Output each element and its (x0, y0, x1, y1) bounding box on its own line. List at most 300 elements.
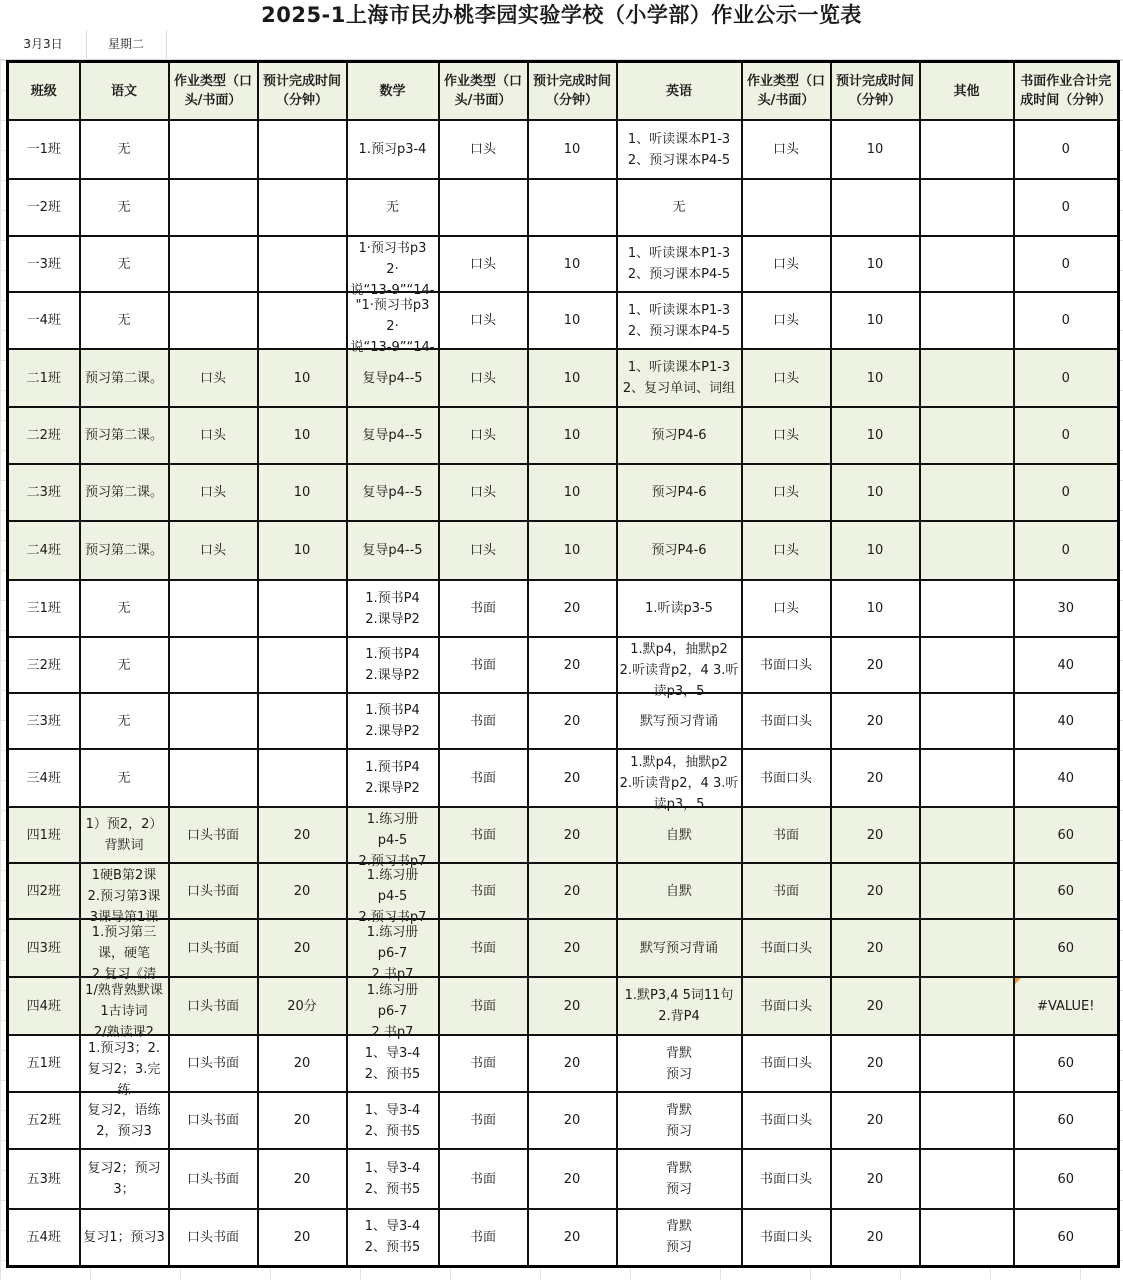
cell-written-total[interactable] (1014, 637, 1119, 693)
cell-chinese[interactable] (80, 120, 169, 179)
cell-chinese[interactable] (80, 637, 169, 693)
cell-english[interactable] (617, 407, 742, 464)
cell-english-time[interactable] (831, 179, 920, 236)
cell-math-time[interactable] (528, 863, 617, 919)
cell-text: 无 (385, 200, 399, 215)
cell-english-time[interactable] (831, 1035, 920, 1092)
cell-chinese[interactable] (80, 1209, 169, 1266)
cell-english-time[interactable] (831, 1092, 920, 1149)
cell-english-type[interactable] (742, 179, 831, 236)
cell-other[interactable] (920, 349, 1014, 407)
cell-divider (166, 30, 167, 59)
cell-chinese-time[interactable] (258, 120, 347, 179)
cell-english-type[interactable] (742, 863, 831, 919)
cell-english[interactable] (617, 236, 742, 292)
cell-other[interactable] (920, 749, 1014, 807)
cell-class[interactable] (8, 807, 80, 863)
cell-math-time[interactable] (528, 977, 617, 1035)
cell-math-type[interactable] (439, 349, 528, 407)
cell-other[interactable] (920, 637, 1014, 693)
cell-class[interactable] (8, 1149, 80, 1209)
cell-english-type[interactable] (742, 1092, 831, 1149)
cell-english[interactable] (617, 464, 742, 521)
cell-written-total[interactable] (1014, 863, 1119, 919)
cell-other[interactable] (920, 407, 1014, 464)
cell-math-type[interactable] (439, 120, 528, 179)
cell-english-type[interactable] (742, 1209, 831, 1266)
date-cell[interactable]: 3月3日 (23, 37, 63, 51)
cell-chinese-time[interactable] (258, 292, 347, 349)
cell-class[interactable] (8, 637, 80, 693)
cell-math[interactable] (347, 1092, 439, 1149)
cell-written-total[interactable] (1014, 349, 1119, 407)
header-english[interactable]: 英语 (617, 62, 742, 121)
cell-english[interactable] (617, 1035, 742, 1092)
cell-chinese-type[interactable] (169, 580, 258, 637)
cell-other[interactable] (920, 977, 1014, 1035)
cell-chinese[interactable] (80, 1149, 169, 1209)
cell-math-type[interactable] (439, 863, 528, 919)
cell-chinese[interactable] (80, 807, 169, 863)
cell-english-time[interactable] (831, 637, 920, 693)
cell-text: 书面口头 (759, 1056, 812, 1071)
cell-math-time[interactable] (528, 580, 617, 637)
cell-chinese-type[interactable] (169, 1209, 258, 1266)
cell-english[interactable] (617, 919, 742, 977)
cell-text: 口头 (772, 370, 799, 386)
cell-math-type[interactable] (439, 1149, 528, 1209)
cell-other[interactable] (920, 1149, 1014, 1209)
cell-chinese[interactable] (80, 179, 169, 236)
cell-text: 20 (563, 883, 581, 899)
cell-math-time[interactable] (528, 464, 617, 521)
cell-english-type[interactable] (742, 292, 831, 349)
cell-text: 背默 预习 (665, 1219, 692, 1256)
cell-math[interactable] (347, 349, 439, 407)
cell-text: 20 (563, 713, 581, 729)
cell-text: 预习P4-6 (651, 543, 707, 558)
cell-english-time[interactable] (831, 521, 920, 580)
cell-math-time[interactable] (528, 1092, 617, 1149)
cell-math-time[interactable] (528, 407, 617, 464)
cell-text: 默写预习背诵 (639, 940, 718, 956)
cell-chinese-type[interactable] (169, 464, 258, 521)
cell-english-type[interactable] (742, 349, 831, 407)
cell-math-type[interactable] (439, 236, 528, 292)
cell-text: 三1班 (26, 601, 61, 616)
header-class[interactable]: 班级 (8, 62, 80, 121)
cell-written-total[interactable] (1014, 407, 1119, 464)
cell-math-type[interactable] (439, 807, 528, 863)
cell-math-type[interactable] (439, 521, 528, 580)
cell-text: 1.预习p3-4 (358, 142, 427, 157)
cell-chinese-time[interactable] (258, 1209, 347, 1266)
cell-english-time[interactable] (831, 807, 920, 863)
cell-chinese[interactable] (80, 863, 169, 925)
cell-english-type[interactable] (742, 807, 831, 863)
cell-chinese-type[interactable] (169, 977, 258, 1035)
table-row (8, 179, 1119, 236)
cell-other[interactable] (920, 1035, 1014, 1092)
cell-written-total[interactable] (1014, 693, 1119, 749)
cell-text: 书面口头 (759, 1171, 812, 1187)
cell-english[interactable] (617, 807, 742, 863)
cell-class[interactable] (8, 349, 80, 407)
cell-text: 0 (1061, 543, 1070, 558)
cell-english-type[interactable] (742, 464, 831, 521)
cell-english-type[interactable] (742, 693, 831, 749)
cell-english[interactable] (617, 179, 742, 236)
table-row (8, 863, 1119, 919)
cell-class[interactable] (8, 464, 80, 521)
cell-chinese-type[interactable] (169, 1149, 258, 1209)
cell-english-time[interactable] (831, 580, 920, 637)
cell-class[interactable] (8, 236, 80, 292)
cell-english[interactable] (617, 977, 742, 1035)
cell-chinese[interactable] (80, 580, 169, 637)
cell-text: 自默 (665, 827, 692, 843)
cell-text: 书面 (469, 827, 496, 843)
cell-english-time[interactable] (831, 464, 920, 521)
cell-english[interactable] (617, 292, 742, 349)
cell-written-total[interactable] (1014, 236, 1119, 292)
cell-english[interactable] (617, 120, 742, 179)
cell-math-type[interactable] (439, 292, 528, 349)
cell-math-time[interactable] (528, 179, 617, 236)
cell-text: 预习第二课。 (84, 370, 163, 386)
cell-english[interactable] (617, 637, 742, 699)
cell-chinese[interactable] (80, 749, 169, 807)
cell-written-total[interactable] (1014, 977, 1119, 1035)
cell-chinese[interactable] (80, 292, 169, 349)
cell-chinese[interactable] (80, 977, 169, 1040)
cell-text: 1.预书P4 2.课导P2 (365, 703, 420, 739)
weekday-cell[interactable]: 星期二 (107, 37, 144, 51)
cell-class[interactable] (8, 1209, 80, 1266)
header-row (8, 62, 1119, 121)
cell-text: 1.默P3,4 5词11句 2.背P4 (624, 988, 734, 1024)
cell-class[interactable] (8, 693, 80, 749)
cell-chinese-type[interactable] (169, 179, 258, 236)
cell-chinese[interactable] (80, 349, 169, 407)
cell-text: 五4班 (26, 1229, 61, 1245)
cell-chinese-time[interactable] (258, 580, 347, 637)
cell-class[interactable] (8, 521, 80, 580)
cell-math-time[interactable] (528, 693, 617, 749)
cell-chinese-time[interactable] (258, 349, 347, 407)
cell-text: 10 (866, 256, 884, 272)
cell-other[interactable] (920, 236, 1014, 292)
cell-math-type[interactable] (439, 919, 528, 977)
cell-chinese-time[interactable] (258, 521, 347, 580)
cell-other[interactable] (920, 1209, 1014, 1266)
cell-other[interactable] (920, 580, 1014, 637)
cell-math-type[interactable] (439, 693, 528, 749)
cell-math[interactable] (347, 637, 439, 693)
cell-other[interactable] (920, 179, 1014, 236)
cell-english[interactable] (617, 749, 742, 812)
cell-chinese-type[interactable] (169, 637, 258, 693)
cell-english[interactable] (617, 1209, 742, 1266)
cell-chinese-time[interactable] (258, 977, 347, 1035)
cell-text: 预习第二课。 (84, 428, 163, 443)
cell-other[interactable] (920, 807, 1014, 863)
cell-math-time[interactable] (528, 1035, 617, 1092)
cell-english[interactable] (617, 1149, 742, 1209)
cell-written-total[interactable] (1014, 1149, 1119, 1209)
cell-math-time[interactable] (528, 1149, 617, 1209)
cell-class[interactable] (8, 292, 80, 349)
cell-chinese[interactable] (80, 919, 169, 982)
cell-chinese-time[interactable] (258, 749, 347, 807)
cell-english[interactable] (617, 521, 742, 580)
cell-math[interactable] (347, 120, 439, 179)
table-row (8, 1092, 1119, 1149)
cell-chinese-type[interactable] (169, 863, 258, 919)
cell-chinese-time[interactable] (258, 637, 347, 693)
cell-math-time[interactable] (528, 637, 617, 693)
cell-chinese[interactable] (80, 1092, 169, 1149)
cell-text: 书面 (469, 713, 496, 729)
cell-math-type[interactable] (439, 1035, 528, 1092)
cell-written-total[interactable] (1014, 1209, 1119, 1266)
cell-chinese-type[interactable] (169, 919, 258, 977)
cell-english[interactable] (617, 863, 742, 919)
cell-text: 口头 (772, 256, 799, 272)
cell-math-type[interactable] (439, 1209, 528, 1266)
cell-text: 书面口头 (759, 1113, 812, 1128)
cell-written-total[interactable] (1014, 521, 1119, 580)
cell-english-time[interactable] (831, 919, 920, 977)
cell-text: 无 (117, 713, 131, 729)
cell-text: 40 (1057, 657, 1075, 673)
cell-other[interactable] (920, 464, 1014, 521)
cell-math[interactable] (347, 1209, 439, 1266)
cell-english-type[interactable] (742, 1035, 831, 1092)
cell-chinese-type[interactable] (169, 749, 258, 807)
cell-other[interactable] (920, 120, 1014, 179)
cell-chinese-type[interactable] (169, 693, 258, 749)
cell-chinese[interactable] (80, 693, 169, 749)
cell-math-time[interactable] (528, 749, 617, 807)
cell-english-time[interactable] (831, 1149, 920, 1209)
cell-english-time[interactable] (831, 349, 920, 407)
cell-math-type[interactable] (439, 637, 528, 693)
cell-text: 无 (117, 601, 131, 616)
cell-other[interactable] (920, 292, 1014, 349)
cell-written-total[interactable] (1014, 580, 1119, 637)
cell-english-time[interactable] (831, 863, 920, 919)
cell-math-time[interactable] (528, 349, 617, 407)
cell-chinese-time[interactable] (258, 1149, 347, 1209)
cell-chinese-type[interactable] (169, 349, 258, 407)
cell-math[interactable] (347, 292, 439, 355)
cell-class[interactable] (8, 179, 80, 236)
cell-text: 口头 (469, 370, 496, 386)
cell-math-time[interactable] (528, 292, 617, 349)
header-math-time[interactable]: 预计完成时间（分钟） (528, 62, 617, 121)
header-math[interactable]: 数学 (347, 62, 439, 121)
cell-class[interactable] (8, 863, 80, 919)
cell-text: 书面 (469, 770, 496, 786)
cell-chinese-time[interactable] (258, 863, 347, 919)
header-other[interactable]: 其他 (920, 62, 1014, 121)
cell-math-type[interactable] (439, 1092, 528, 1149)
cell-english-time[interactable] (831, 977, 920, 1035)
cell-chinese-type[interactable] (169, 236, 258, 292)
cell-math-type[interactable] (439, 464, 528, 521)
cell-math-type[interactable] (439, 749, 528, 807)
cell-english-time[interactable] (831, 120, 920, 179)
cell-chinese-type[interactable] (169, 407, 258, 464)
cell-chinese-time[interactable] (258, 1092, 347, 1149)
cell-english-type[interactable] (742, 236, 831, 292)
cell-text: 预习P4-6 (651, 428, 707, 443)
cell-class[interactable] (8, 1092, 80, 1149)
header-math-type[interactable]: 作业类型（口头/书面） (439, 62, 528, 121)
cell-text: 口头 (469, 485, 496, 500)
cell-text: 60 (1057, 827, 1075, 843)
cell-chinese[interactable] (80, 236, 169, 292)
header-chinese-time[interactable]: 预计完成时间（分钟） (258, 62, 347, 121)
cell-text: 60 (1057, 1229, 1075, 1245)
cell-math-time[interactable] (528, 807, 617, 863)
cell-math-time[interactable] (528, 120, 617, 179)
cell-english[interactable] (617, 580, 742, 637)
cell-english-time[interactable] (831, 749, 920, 807)
header-english-time[interactable]: 预计完成时间（分钟） (831, 62, 920, 121)
cell-text: 10 (563, 485, 581, 500)
cell-text: 10 (866, 428, 884, 443)
cell-chinese-time[interactable] (258, 407, 347, 464)
cell-chinese[interactable] (80, 407, 169, 464)
cell-english-type[interactable] (742, 407, 831, 464)
cell-math-type[interactable] (439, 977, 528, 1035)
cell-other[interactable] (920, 1092, 1014, 1149)
cell-other[interactable] (920, 693, 1014, 749)
cell-text: 口头 (772, 142, 799, 157)
cell-chinese[interactable] (80, 1035, 169, 1098)
cell-written-total[interactable] (1014, 1092, 1119, 1149)
cell-written-total[interactable] (1014, 464, 1119, 521)
cell-math[interactable] (347, 749, 439, 807)
cell-math-time[interactable] (528, 521, 617, 580)
cell-chinese-type[interactable] (169, 807, 258, 863)
cell-class[interactable] (8, 407, 80, 464)
cell-english-type[interactable] (742, 1149, 831, 1209)
cell-chinese-time[interactable] (258, 236, 347, 292)
cell-english-type[interactable] (742, 120, 831, 179)
header-chinese[interactable]: 语文 (80, 62, 169, 121)
cell-text: 口头 (469, 543, 496, 558)
cell-text: 20 (866, 1171, 884, 1187)
cell-written-total[interactable] (1014, 919, 1119, 977)
cell-chinese-type[interactable] (169, 120, 258, 179)
cell-class[interactable] (8, 919, 80, 977)
cell-math-time[interactable] (528, 236, 617, 292)
cell-written-total[interactable] (1014, 749, 1119, 807)
cell-english-time[interactable] (831, 693, 920, 749)
cell-math[interactable] (347, 977, 439, 1040)
cell-written-total[interactable] (1014, 1035, 1119, 1092)
cell-math[interactable] (347, 1035, 439, 1092)
cell-english-time[interactable] (831, 292, 920, 349)
cell-text: 10 (563, 313, 581, 328)
cell-english-time[interactable] (831, 1209, 920, 1266)
cell-english-type[interactable] (742, 580, 831, 637)
header-chinese-type[interactable]: 作业类型（口头/书面） (169, 62, 258, 121)
cell-math[interactable] (347, 807, 439, 869)
cell-written-total[interactable] (1014, 807, 1119, 863)
cell-english-time[interactable] (831, 407, 920, 464)
cell-english-type[interactable] (742, 919, 831, 977)
cell-written-total[interactable] (1014, 292, 1119, 349)
cell-chinese[interactable] (80, 521, 169, 580)
cell-other[interactable] (920, 919, 1014, 977)
cell-chinese-time[interactable] (258, 807, 347, 863)
cell-chinese-time[interactable] (258, 1035, 347, 1092)
cell-math[interactable] (347, 179, 439, 236)
cell-math[interactable] (347, 1149, 439, 1209)
cell-text: 20 (866, 713, 884, 729)
cell-class[interactable] (8, 120, 80, 179)
cell-math-time[interactable] (528, 1209, 617, 1266)
cell-math-type[interactable] (439, 580, 528, 637)
cell-other[interactable] (920, 863, 1014, 919)
cell-english-type[interactable] (742, 749, 831, 807)
cell-math[interactable] (347, 521, 439, 580)
cell-text: 1.练习册 p4-5 2.预习书p7 (358, 868, 427, 925)
header-written-total[interactable]: 书面作业合计完成时间（分钟） (1014, 62, 1119, 121)
cell-chinese-type[interactable] (169, 1092, 258, 1149)
cell-math-type[interactable] (439, 179, 528, 236)
cell-class[interactable] (8, 977, 80, 1035)
cell-written-total[interactable] (1014, 179, 1119, 236)
cell-math-time[interactable] (528, 919, 617, 977)
cell-written-total[interactable] (1014, 120, 1119, 179)
cell-math-type[interactable] (439, 407, 528, 464)
cell-chinese[interactable] (80, 464, 169, 521)
cell-english-time[interactable] (831, 236, 920, 292)
cell-chinese-time[interactable] (258, 179, 347, 236)
cell-english-type[interactable] (742, 977, 831, 1035)
cell-math[interactable] (347, 236, 439, 298)
cell-math[interactable] (347, 693, 439, 749)
cell-text: 口头 (772, 543, 799, 558)
cell-text: 40 (1057, 770, 1075, 786)
cell-class[interactable] (8, 1035, 80, 1092)
cell-math[interactable] (347, 580, 439, 637)
cell-class[interactable] (8, 580, 80, 637)
cell-english-type[interactable] (742, 637, 831, 693)
cell-english-type[interactable] (742, 521, 831, 580)
cell-class[interactable] (8, 749, 80, 807)
cell-math[interactable] (347, 407, 439, 464)
header-english-type[interactable]: 作业类型（口头/书面） (742, 62, 831, 121)
cell-chinese-type[interactable] (169, 521, 258, 580)
cell-english[interactable] (617, 349, 742, 407)
cell-chinese-type[interactable] (169, 292, 258, 349)
cell-chinese-time[interactable] (258, 693, 347, 749)
cell-english[interactable] (617, 1092, 742, 1149)
cell-chinese-type[interactable] (169, 1035, 258, 1092)
cell-chinese-time[interactable] (258, 919, 347, 977)
cell-math[interactable] (347, 464, 439, 521)
cell-other[interactable] (920, 521, 1014, 580)
cell-text: 复习1；预习3 (83, 1229, 165, 1245)
cell-text: 预习P4-6 (651, 485, 707, 500)
cell-chinese-time[interactable] (258, 464, 347, 521)
